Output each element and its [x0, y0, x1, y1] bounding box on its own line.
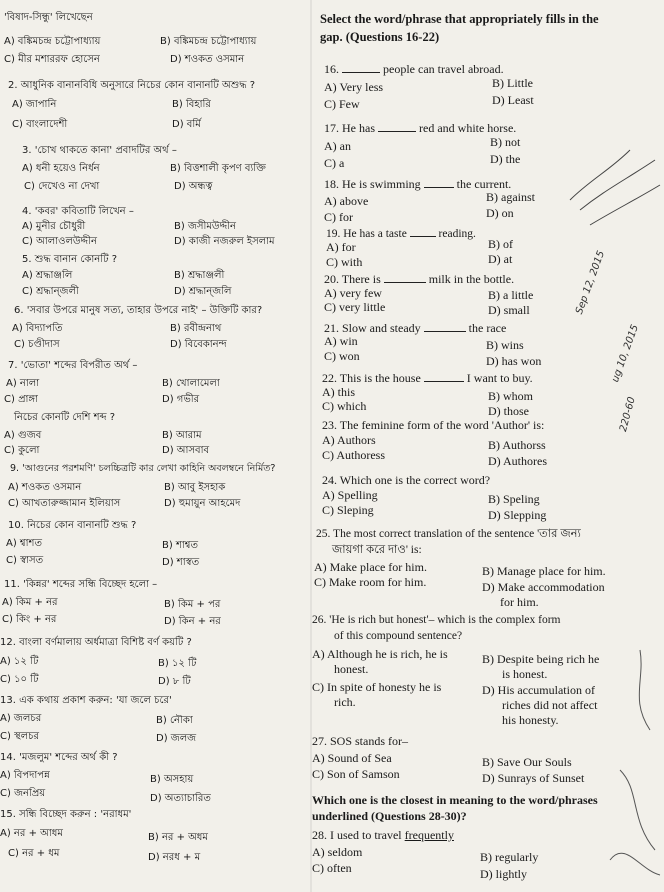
option: C) won [324, 349, 360, 363]
option: A) বঙ্কিমচন্দ্র চট্টোপাধ্যায় [4, 36, 101, 47]
option: D) শওকত ওসমান [170, 54, 245, 65]
option: D) the [490, 152, 521, 166]
option: A) Authors [322, 433, 376, 447]
option: A) শওকত ওসমান [8, 482, 82, 493]
question-18 [324, 177, 511, 192]
option: B) রবীন্দ্রনাথ [170, 323, 222, 334]
question-25-continued: জায়গা করে দাও' is: [332, 544, 422, 556]
option-continued: honest. [334, 662, 369, 676]
option: B) against [486, 190, 535, 204]
handwritten-note: 220-60 [618, 395, 638, 433]
option: D) His accumulation of [482, 683, 595, 697]
option: A) win [324, 334, 358, 348]
option: D) those [488, 404, 529, 418]
answer-blank [342, 63, 380, 73]
option: C) আলাওলউদ্দীন [22, 236, 97, 247]
question-text: people can travel abroad. [383, 62, 504, 76]
question-text: 21. Slow and steady [324, 321, 421, 335]
option: A) Make place for him. [314, 560, 427, 574]
option: A) শ্রদ্ধাঞ্জলি [22, 270, 73, 281]
option: B) a little [488, 288, 534, 302]
option: B) ১২ টি [158, 658, 197, 669]
option: A) Spelling [322, 488, 378, 502]
question-10: 10. নিচের কোন বানানটি শুদ্ধ ? [8, 520, 137, 531]
option: A) কিম + নর [2, 597, 58, 608]
question-26: 26. 'He is rich but honest'– which is the complex form [312, 614, 561, 626]
option: C) দেখেও না দেখা [24, 181, 100, 192]
option: B) Speling [488, 492, 540, 506]
question-text: 17. He has [324, 121, 375, 135]
handwritten-note: Sep 12, 2015 [574, 249, 608, 316]
option: C) নর + ধম [8, 848, 60, 859]
option: A) seldom [312, 845, 363, 859]
question-12: 12. বাংলা বর্ণমালায় অর্ধমাত্রা বিশিষ্ট বর্ণ কয়টি ? [0, 637, 192, 648]
option: B) Manage place for him. [482, 564, 606, 578]
option: C) Few [324, 97, 360, 111]
option: D) শ্রদ্ধান্জলি [174, 286, 232, 297]
option: C) আখতারুজ্জামান ইলিয়াস [8, 498, 121, 509]
option: B) নৌকা [156, 715, 193, 726]
option: C) Authoress [322, 448, 385, 462]
option-continued: is honest. [502, 667, 548, 681]
option: C) স্বাসত [6, 555, 44, 566]
question-text: 18. He is swimming [324, 177, 421, 191]
option-continued: rich. [334, 695, 356, 709]
handwritten-scribble [560, 130, 664, 240]
option: C) কিং + নর [2, 614, 57, 625]
answer-blank [384, 273, 426, 283]
question-2: 2. আধুনিক বানানবিধি অনুসারে নিচের কোন বানানটি অশুদ্ধ ? [8, 80, 256, 91]
question-14: 14. 'মজলুম' শব্দের অর্থ কী ? [0, 752, 118, 763]
option: B) of [488, 237, 513, 251]
option: B) কিম + পর [164, 599, 221, 610]
question-25: 25. The most correct translation of the sentence 'তার জন্য [316, 528, 581, 540]
option: C) Make room for him. [314, 575, 427, 589]
question-11: 11. 'কিন্নর' শব্দের সন্ধি বিচ্ছেদ হলো – [4, 579, 158, 590]
option: A) for [326, 240, 356, 254]
question-13: 13. এক কথায় প্রকাশ করুন: 'যা জলে চরে' [0, 695, 172, 706]
option: B) বঙ্কিমচন্দ্র চট্টোপাধ্যায় [160, 36, 257, 47]
option: D) at [488, 252, 513, 266]
question-17 [324, 121, 516, 136]
question-text: milk in the bottle. [428, 272, 515, 286]
option: C) Sleping [322, 503, 374, 517]
option: D) বর্মি [172, 119, 201, 130]
option: D) lightly [480, 867, 527, 881]
option: A) this [322, 385, 355, 399]
option: D) ৮ টি [158, 676, 191, 687]
option: C) জনপ্রিয় [0, 788, 46, 799]
option: A) Very less [324, 80, 384, 94]
answer-blank [424, 372, 464, 382]
option: A) জাপানি [12, 99, 57, 110]
option: B) আরাম [162, 430, 202, 441]
option: B) wins [486, 338, 524, 352]
option: D) অত্যাচারিত [150, 793, 211, 804]
section-heading-2: Which one is the closest in meaning to the word/phrases underlined (Questions 28-30)? [312, 793, 598, 823]
option: D) নরধ + ম [148, 852, 201, 863]
option: D) on [486, 206, 514, 220]
option: A) Although he is rich, he is [312, 647, 448, 661]
question-16 [324, 62, 504, 77]
option: B) বিত্তশালী কৃপণ ব্যক্তি [170, 163, 266, 174]
question-22 [322, 371, 533, 386]
option-continued: for him. [500, 595, 539, 609]
option: D) বিবেকানন্দ [170, 339, 227, 350]
option: C) বাংলাদেশী [12, 119, 68, 130]
option: D) জলজ [156, 733, 197, 744]
option: B) নর + অধম [148, 832, 208, 843]
question-8: নিচের কোনটি দেশি শব্দ ? [14, 412, 116, 423]
question-5: 5. শুদ্ধ বানান কোনটি ? [22, 254, 118, 265]
question-text: 20. There is [324, 272, 381, 286]
option: D) Slepping [488, 508, 547, 522]
option: C) প্রাঙ্গা [4, 394, 38, 405]
option: C) কুলো [4, 445, 40, 456]
question-text: 22. This is the house [322, 371, 421, 385]
question-text: I want to buy. [466, 371, 533, 385]
question-text: the current. [456, 177, 512, 191]
option: D) অন্ধত্ব [174, 181, 213, 192]
option: B) Little [492, 76, 533, 90]
question-text: 19. He has a taste [326, 228, 407, 240]
option: D) গভীর [162, 394, 200, 405]
option: C) a [324, 156, 345, 170]
option: A) ১২ টি [0, 656, 39, 667]
option: C) for [324, 210, 353, 224]
option: A) শ্বাশত [6, 538, 42, 549]
option: C) In spite of honesty he is [312, 680, 442, 694]
answer-blank [424, 178, 454, 188]
option: D) Make accommodation [482, 580, 605, 594]
question-text: 28. I used to travel [312, 828, 402, 842]
question-24: 24. Which one is the correct word? [322, 473, 491, 487]
question-27: 27. SOS stands for– [312, 734, 409, 748]
answer-blank [378, 122, 416, 132]
option: C) which [322, 399, 367, 413]
option: C) ১০ টি [0, 674, 39, 685]
option: A) ধনী হয়েও নির্ধন [22, 163, 100, 174]
option: B) আবু ইসহাক [164, 482, 226, 493]
option: B) whom [488, 389, 533, 403]
option: B) regularly [480, 850, 539, 864]
question-4: 4. 'কবর' কবিতাটি লিখেন – [22, 206, 134, 217]
option: B) বিহারি [172, 99, 211, 110]
option: A) গুজব [4, 430, 42, 441]
handwritten-scribble [600, 640, 664, 880]
option: A) মুনীর চৌধুরী [22, 221, 86, 232]
option: C) চণ্ডীদাস [14, 339, 60, 350]
question-19 [326, 227, 476, 240]
option: A) বিপদাপন্ন [0, 770, 50, 781]
option: A) নর + আধম [0, 828, 63, 839]
option: C) often [312, 861, 352, 875]
option: B) অসহায় [150, 774, 194, 785]
option: A) very few [324, 286, 382, 300]
question-text: red and white horse. [419, 121, 517, 135]
option: C) স্থলচর [0, 731, 40, 742]
question-text: reading. [438, 228, 476, 240]
option: B) জসীমউদ্দীন [174, 221, 236, 232]
option: C) মীর মশাররফ হোসেন [4, 54, 100, 65]
question-7: 7. 'ভোতা' শব্দের বিপরীত অর্থ – [8, 360, 138, 371]
option: D) Sunrays of Sunset [482, 771, 585, 785]
option: A) নালা [6, 378, 40, 389]
option: D) small [488, 303, 530, 317]
answer-blank [424, 322, 466, 332]
option: D) কাজী নজরুল ইসলাম [174, 236, 275, 247]
underlined-word: frequently [404, 828, 454, 842]
option: D) has won [486, 354, 542, 368]
option: B) খোলামেলা [162, 378, 220, 389]
answer-blank [410, 227, 436, 237]
option: A) জলচর [0, 713, 42, 724]
option: B) Save Our Souls [482, 755, 572, 769]
question-number: 16. [324, 62, 339, 76]
option: A) Sound of Sea [312, 751, 392, 765]
option: B) Despite being rich he [482, 652, 600, 666]
question-26-continued: of this compound sentence? [334, 630, 463, 642]
option: B) Authorss [488, 438, 546, 452]
question-3: 3. 'চোখ থাকতে কানা' প্রবাদটির অর্থ – [22, 145, 177, 156]
option: C) very little [324, 300, 386, 314]
option: D) হুমায়ুন আহমেদ [164, 498, 241, 509]
option: B) not [490, 135, 521, 149]
option: B) শাশ্বত [162, 540, 198, 551]
option: B) শ্রদ্ধাঞ্জলী [174, 270, 225, 281]
option: A) বিদ্যাপতি [12, 323, 63, 334]
bangla-section [0, 0, 318, 892]
option: C) with [326, 255, 363, 269]
question-9: 9. 'আগুনের পরশমণি' চলচ্চিত্রটি কার লেখা কাহিনি অবলম্বনে নির্মিত? [10, 463, 276, 474]
question-6: 6. 'সবার উপরে মানুষ সত্য, তাহার উপরে নাই' – উক্তিটি কার? [14, 305, 263, 316]
option: C) Son of Samson [312, 767, 400, 781]
question-text: the race [468, 321, 507, 335]
handwritten-note: ug 10, 2015 [610, 323, 641, 384]
question-28 [312, 828, 454, 843]
option: A) above [324, 194, 369, 208]
option: C) শ্রদ্ধান্জলী [22, 286, 79, 297]
question-23: 23. The feminine form of the word 'Author' is: [322, 418, 545, 432]
option: D) আসবাব [162, 445, 210, 456]
section-heading: Select the word/phrase that appropriately fills in the gap. (Questions 16-22) [320, 12, 599, 44]
option-continued: his honesty. [502, 713, 559, 727]
option: D) Authores [488, 454, 547, 468]
option: D) Least [492, 93, 534, 107]
option: D) কিন + নর [164, 616, 221, 627]
option: A) an [324, 139, 351, 153]
column-divider [310, 0, 312, 892]
option-continued: riches did not affect [502, 698, 598, 712]
question-20 [324, 272, 514, 287]
question-15: 15. সন্ধি বিচ্ছেদ করুন : 'নরাধম' [0, 809, 132, 820]
question-fragment: 'বিষাদ-সিন্ধু' লিখেছেন [4, 12, 93, 23]
option: D) শাস্বত [162, 557, 200, 568]
